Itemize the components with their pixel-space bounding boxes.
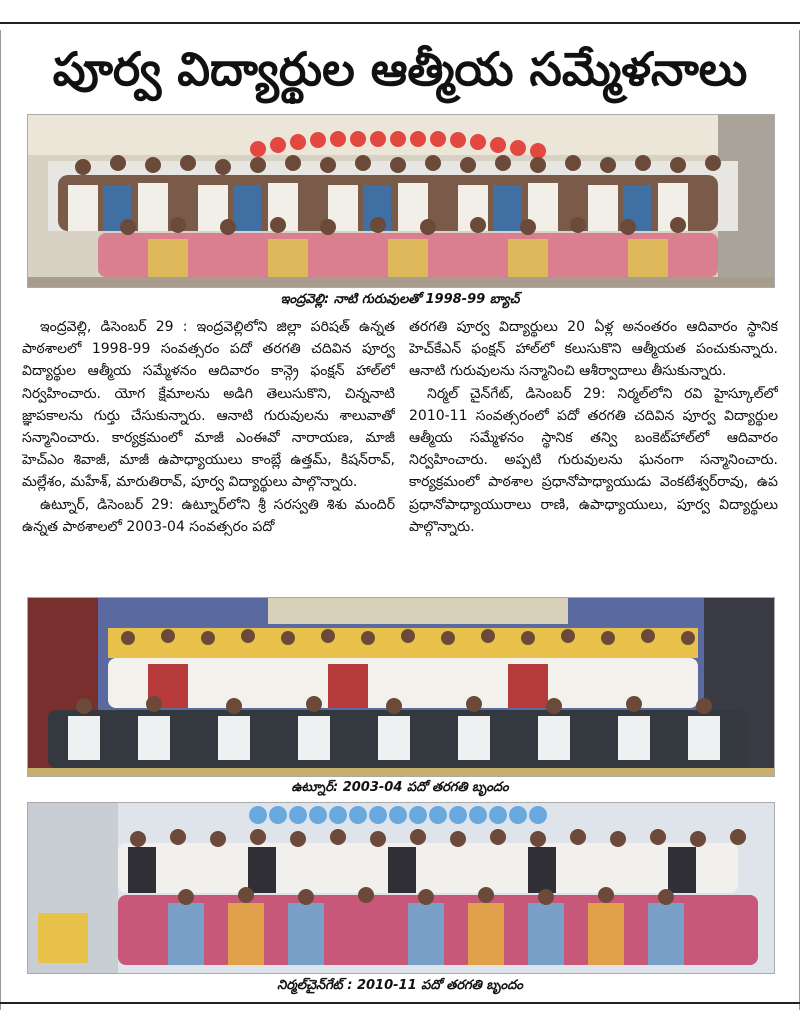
photo-caption-indravelli: ఇంద్రవెల్లి: నాటి గురువులతో 1998-99 బ్యాచ్	[280, 292, 520, 307]
bottom-rule	[0, 1002, 800, 1004]
article-paragraph-utnoor: ఉట్నూర్, డిసెంబర్ 29: ఉట్నూర్‌లోని శ్రీ సరస్వతి శిశు మందిర్ ఉన్నత పాఠశాలలో 2003-04 సంవత్సరం పదో	[22, 496, 395, 535]
group-photo-nirmal	[27, 802, 775, 974]
article-paragraph-nirmal: నిర్మల్ చైన్‌గేట్, డిసెంబర్ 29: నిర్మల్‌లోని రవి హైస్కూల్‌లో 2010-11 సంవత్సరంలో పదో తరగతి చదివిన పూర్వ విద్యార్థుల ఆత్మీయ సమ్మేళనం స్థానిక తన్వి బంకెట్‌హాల్‌లో ఆదివారం నిర్వహించారు. అప్పటి గురువులను ఘనంగా సన్మానించారు. కార్యక్రమంలో పాఠశాల ప్రధానోపాధ్యాయుడు వెంకటేశ్వర్‌రావు, ఉప ప్రధానోపాధ్యాయురాలు రాణి, ఉపాధ్యాయులు, పూర్వ విద్యార్థులు పాల్గొన్నారు.	[409, 385, 778, 535]
group-photo-indravelli	[27, 114, 775, 288]
article-paragraph-indravelli: ఇంద్రవెల్లి, డిసెంబర్ 29 : ఇంద్రవెల్లిలోని జిల్లా పరిషత్ ఉన్నత పాఠశాలలో 1998-99 సంవత్సరం పదో తరగతి చదివిన పూర్వ విద్యార్థుల ఆత్మీయ సమ్మేళనం ఆదివారం కాన్గ్రె ఫంక్షన్ హాల్‌లో నిర్వహించారు. యోగ క్షేమాలను అడిగి తెలుసుకొని, చిన్ననాటి జ్ఞాపకాలను గుర్తు చేసుకున్నారు. ఆనాటి గురువులను శాలువాతో సన్మానించారు. కార్యక్రమంలో మాజీ ఎంఈవో నారాయణ, మాజీ హెచ్ఎం శివాజీ, మాజీ ఉపాధ్యాయులు కాంబ్లే ఉత్తమ్, కిషన్‌రావ్, మల్లేశం, మహేశ్, మారుతిరావ్, పూర్వ విద్యార్థులు పాల్గొన్నారు.	[22, 319, 395, 491]
photo-caption-nirmal: నిర్మల్‌చైన్‌గేట్ : 2010-11 పదో తరగతి బృందం	[277, 978, 523, 993]
left-rule	[0, 30, 1, 1010]
group-photo-utnoor	[27, 597, 775, 777]
photo-caption-utnoor: ఉట్నూర్: 2003-04 పదో తరగతి బృందం	[291, 780, 509, 795]
top-rule	[0, 22, 800, 24]
headline: పూర్వ విద్యార్థుల ఆత్మీయ సమ్మేళనాలు	[52, 42, 748, 96]
article-column-right	[409, 316, 778, 586]
article-column-left	[22, 316, 395, 586]
article-paragraph-utnoor-cont: తరగతి పూర్వ విద్యార్థులు 20 ఏళ్ల అనంతరం ఆదివారం స్థానిక హెచ్‌కేఎన్ ఫంక్షన్ హాల్‌లో కలుసుకొని ఆత్మీయత పంచుకున్నారు. ఆనాటి గురువులను సన్మానించి ఆశీర్వాదాలు తీసుకున్నారు.	[409, 319, 778, 380]
next-article-headline-cut	[0, 1008, 800, 1027]
